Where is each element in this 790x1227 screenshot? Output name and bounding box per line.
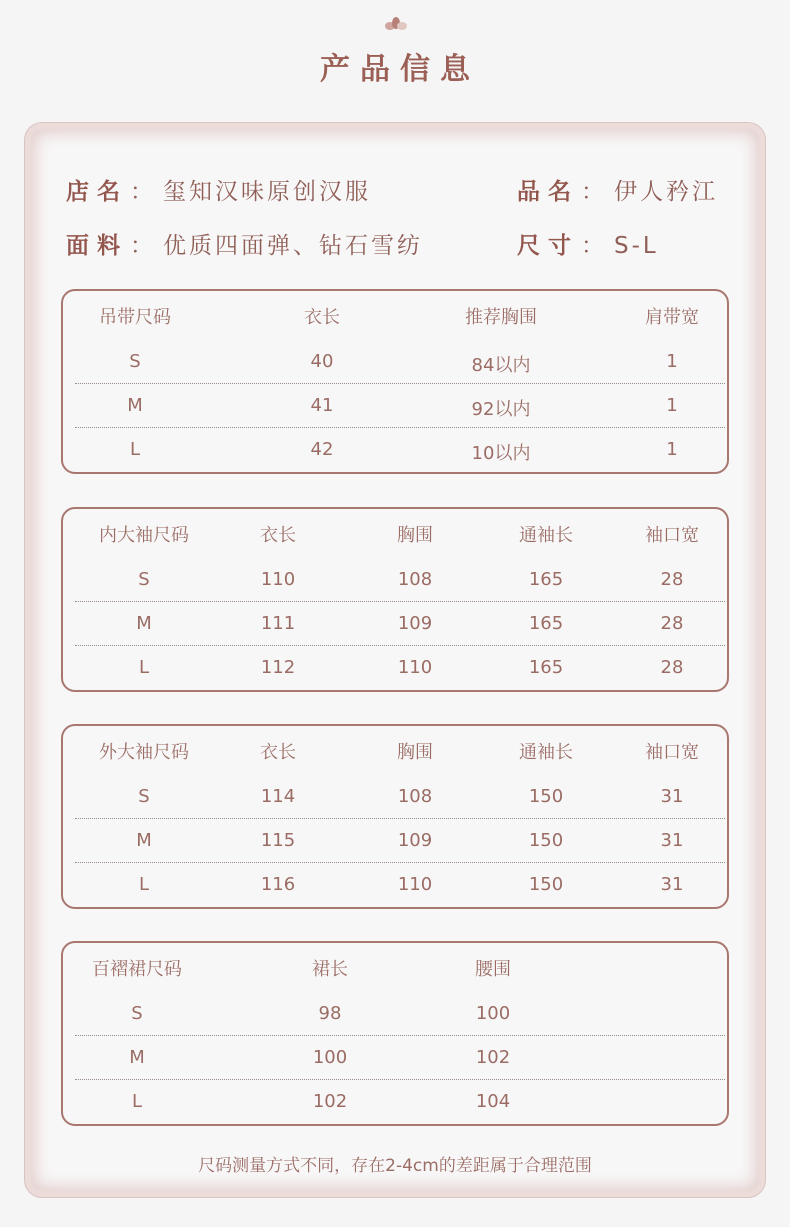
fabric-value: 优质四面弹、钻石雪纺 <box>163 233 423 259</box>
table-cell: 110 <box>260 569 296 590</box>
table-header-cell: 通袖长 <box>519 742 573 763</box>
table-header-cell: 推荐胸围 <box>465 307 537 328</box>
table-header-cell: 胸围 <box>397 525 433 546</box>
row-divider <box>75 383 725 384</box>
product-label: 品名 <box>517 178 579 205</box>
table-cell: 1 <box>666 439 678 460</box>
table-cell: L <box>138 657 150 678</box>
table-cell: 108 <box>397 786 433 807</box>
table-cell: 115 <box>260 830 296 851</box>
table-header-cell: 袖口宽 <box>645 742 699 763</box>
table-cell: 150 <box>528 786 564 807</box>
table-cell: 165 <box>528 613 564 634</box>
table-header-cell: 袖口宽 <box>645 525 699 546</box>
table-header-cell: 百褶裙尺码 <box>92 959 182 980</box>
shop-label: 店名 <box>66 178 128 205</box>
fabric-label: 面料 <box>66 232 128 259</box>
table-cell: 108 <box>397 569 433 590</box>
table-cell: M <box>136 830 152 851</box>
table-cell: 109 <box>397 830 433 851</box>
table-header-cell: 衣长 <box>260 525 296 546</box>
table-header-cell: 外大袖尺码 <box>99 742 189 763</box>
size-table <box>61 507 729 692</box>
table-cell: 28 <box>660 613 684 634</box>
page-title: 产品信息 <box>320 52 480 87</box>
row-divider <box>75 818 725 819</box>
table-cell: 31 <box>660 830 684 851</box>
row-divider <box>75 862 725 863</box>
size-value: S-L <box>614 233 659 259</box>
row-divider <box>75 1079 725 1080</box>
size-row <box>517 227 659 260</box>
table-cell: 109 <box>397 613 433 634</box>
table-cell: M <box>127 395 143 416</box>
row-divider <box>75 601 725 602</box>
table-cell: S <box>129 351 141 372</box>
table-cell: 41 <box>310 395 334 416</box>
shop-sep: ： <box>130 179 153 205</box>
table-cell: 165 <box>528 569 564 590</box>
table-header-cell: 胸围 <box>397 742 433 763</box>
table-cell: 100 <box>475 1003 511 1024</box>
table-cell: 40 <box>310 351 334 372</box>
size-sep: ： <box>581 233 604 259</box>
table-cell: 150 <box>528 830 564 851</box>
table-cell: 28 <box>660 657 684 678</box>
table-cell: 28 <box>660 569 684 590</box>
product-name-row <box>517 173 718 206</box>
table-header-cell: 衣长 <box>260 742 296 763</box>
size-label: 尺寸 <box>517 232 579 259</box>
table-cell: 102 <box>475 1047 511 1068</box>
table-header-cell: 腰围 <box>475 959 511 980</box>
measurement-note: 尺码测量方式不同，存在2-4cm的差距属于合理范围 <box>198 1156 592 1176</box>
table-cell: 1 <box>666 351 678 372</box>
table-cell: 10以内 <box>471 443 531 464</box>
table-cell: 42 <box>310 439 334 460</box>
fabric-sep: ： <box>130 233 153 259</box>
table-cell: 92以内 <box>471 399 531 420</box>
table-cell: S <box>138 569 150 590</box>
table-cell: 150 <box>528 874 564 895</box>
table-cell: 110 <box>397 657 433 678</box>
heart-petals-icon <box>383 16 409 32</box>
table-cell: 114 <box>260 786 296 807</box>
table-cell: 100 <box>312 1047 348 1068</box>
row-divider <box>75 1035 725 1036</box>
product-value: 伊人矜江 <box>614 179 718 205</box>
table-header-cell: 吊带尺码 <box>99 307 171 328</box>
shop-value: 玺知汉味原创汉服 <box>163 179 371 205</box>
fabric-row <box>66 227 423 260</box>
table-cell: M <box>136 613 152 634</box>
row-divider <box>75 427 725 428</box>
size-table <box>61 289 729 474</box>
size-table <box>61 724 729 909</box>
table-cell: M <box>129 1047 145 1068</box>
table-header-cell: 肩带宽 <box>645 307 699 328</box>
table-cell: 110 <box>397 874 433 895</box>
shop-name-row <box>66 173 371 206</box>
table-cell: L <box>129 439 141 460</box>
table-cell: 111 <box>260 613 296 634</box>
table-cell: L <box>131 1091 143 1112</box>
product-sep: ： <box>581 179 604 205</box>
table-cell: 31 <box>660 874 684 895</box>
table-cell: 104 <box>475 1091 511 1112</box>
size-table <box>61 941 729 1126</box>
table-header-cell: 通袖长 <box>519 525 573 546</box>
table-cell: 102 <box>312 1091 348 1112</box>
table-cell: 165 <box>528 657 564 678</box>
row-divider <box>75 645 725 646</box>
table-cell: 1 <box>666 395 678 416</box>
table-cell: S <box>138 786 150 807</box>
table-header-cell: 裙长 <box>312 959 348 980</box>
table-header-cell: 内大袖尺码 <box>99 525 189 546</box>
table-header-cell: 衣长 <box>304 307 340 328</box>
table-cell: S <box>131 1003 143 1024</box>
table-cell: 112 <box>260 657 296 678</box>
table-cell: 98 <box>318 1003 342 1024</box>
table-cell: 116 <box>260 874 296 895</box>
table-cell: 84以内 <box>471 355 531 376</box>
table-cell: L <box>138 874 150 895</box>
table-cell: 31 <box>660 786 684 807</box>
